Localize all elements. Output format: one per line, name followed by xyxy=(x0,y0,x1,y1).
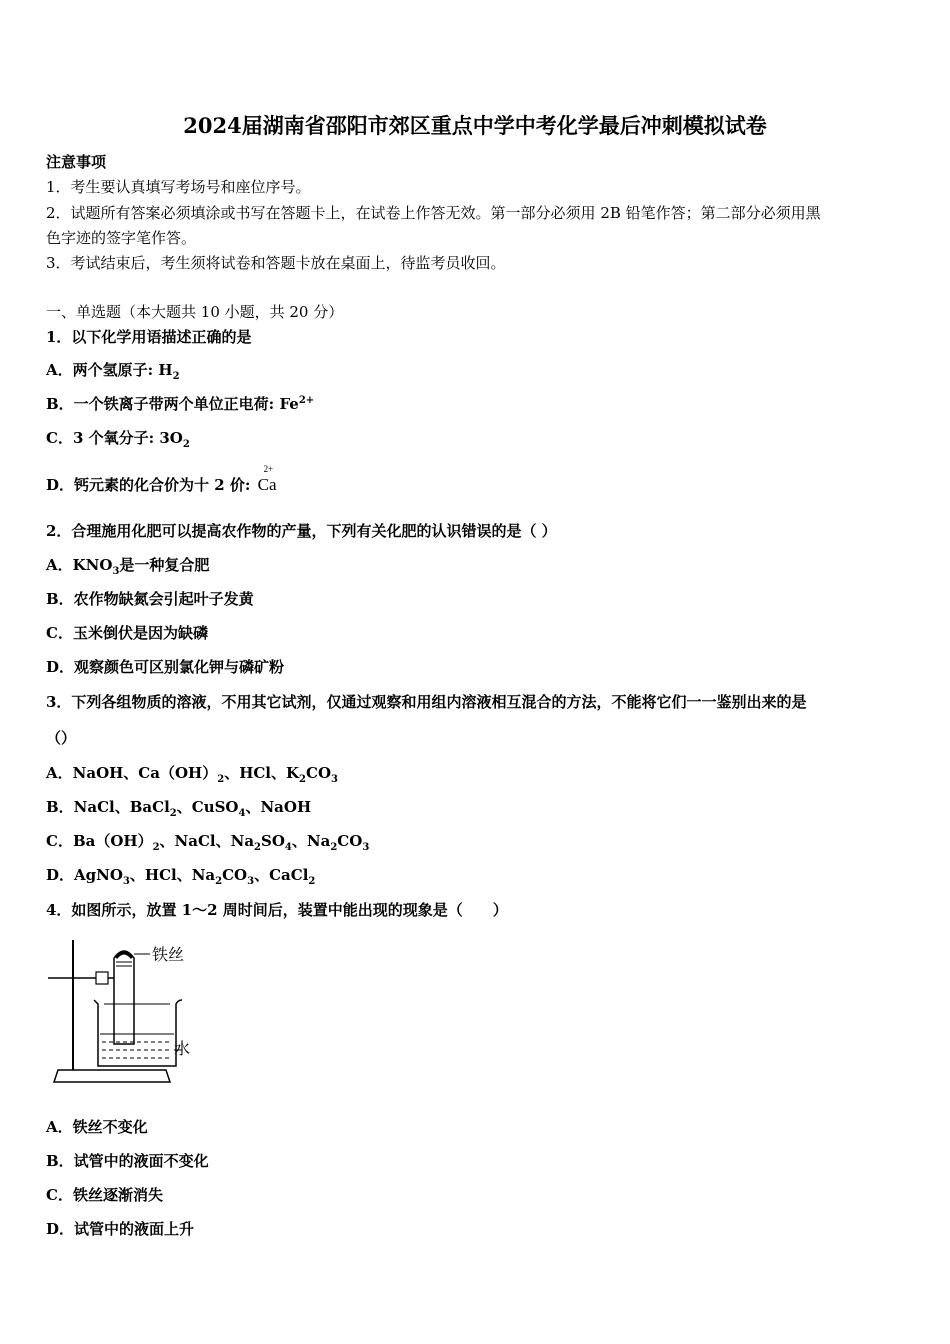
q4-option-b: B．试管中的液面不变化 xyxy=(46,1152,209,1170)
q2-option-c: C．玉米倒伏是因为缺磷 xyxy=(46,624,208,642)
notice-item: 3．考试结束后，考生须将试卷和答题卡放在桌面上，待监考员收回。 xyxy=(46,254,506,272)
section-heading: 一、单选题（本大题共 10 小题，共 20 分） xyxy=(46,303,344,321)
q2-option-d: D．观察颜色可区别氯化钾与磷矿粉 xyxy=(46,658,285,676)
q4-stem: 4．如图所示，放置 1～2 周时间后，装置中能出现的现象是（ ） xyxy=(46,901,508,919)
iron-wire-test-tube-diagram xyxy=(46,938,226,1088)
q1-stem: 1．以下化学用语描述正确的是 xyxy=(46,328,252,346)
q2-option-a: A．$KNO_3$是一种复合肥 xyxy=(46,556,210,577)
q3-option-b: B．NaCl、BaCl$_2$、CuSO$_4$、NaOH xyxy=(46,798,312,819)
q4-option-a: A．铁丝不变化 xyxy=(46,1118,148,1136)
q3-option-c: C．$Ba(OH)_2$、NaCl、$Na_2SO_4$、$Na_2CO_3$ xyxy=(46,832,370,853)
q2-stem: 2．合理施用化肥可以提高农作物的产量，下列有关化肥的认识错误的是（ ） xyxy=(46,522,557,540)
notice-item: 色字迹的签字笔作答。 xyxy=(46,229,197,247)
test-tube xyxy=(114,951,134,1044)
notice-item: 2．试题所有答案必须填涂或书写在答题卡上，在试卷上作答无效。第一部分必须用 2B 铅笔作答；第二部分必须用黑 xyxy=(46,204,821,222)
q1-option-d: D．钙元素的化合价为十 2 价: 2+ Ca xyxy=(46,464,277,494)
q1-option-b: B．一个铁离子带两个单位正电荷: $Fe^{2+}$ xyxy=(46,395,315,413)
apparatus-figure xyxy=(46,938,226,1088)
notice-heading: 注意事项 xyxy=(46,153,107,171)
stand-base xyxy=(54,1070,170,1082)
page-title: 2024届湖南省邵阳市郊区重点中学中考化学最后冲刺模拟试卷 xyxy=(183,113,767,138)
q1-option-a: A．两个氢原子: $H_2$ xyxy=(46,361,180,382)
notice-item: 1．考生要认真填写考场号和座位序号。 xyxy=(46,178,311,196)
valence-notation: 2+ Ca xyxy=(257,464,277,494)
q1-option-c: C．3 个氧分子: $3O_2$ xyxy=(46,429,190,450)
beaker xyxy=(94,1000,182,1066)
label-water: 水 xyxy=(174,1039,191,1058)
q2-option-b: B．农作物缺氮会引起叶子发黄 xyxy=(46,590,254,608)
q4-option-c: C．铁丝逐渐消失 xyxy=(46,1186,163,1204)
q3-option-d: D．AgNO$_3$、HCl、$Na_2CO_3$、CaCl$_2$ xyxy=(46,866,316,887)
q4-option-d: D．试管中的液面上升 xyxy=(46,1220,195,1238)
clamp-knob xyxy=(96,972,108,984)
q3-stem: 3．下列各组物质的溶液，不用其它试剂，仅通过观察和用组内溶液相互混合的方法，不能将它们一一鉴别出来的是 xyxy=(46,693,807,711)
label-iron-wire: 铁丝 xyxy=(152,945,185,964)
q3-stem-paren: （） xyxy=(46,729,77,747)
q3-option-a: A．NaOH、$Ca(OH)_2$、HCl、$K_2CO_3$ xyxy=(46,764,338,785)
